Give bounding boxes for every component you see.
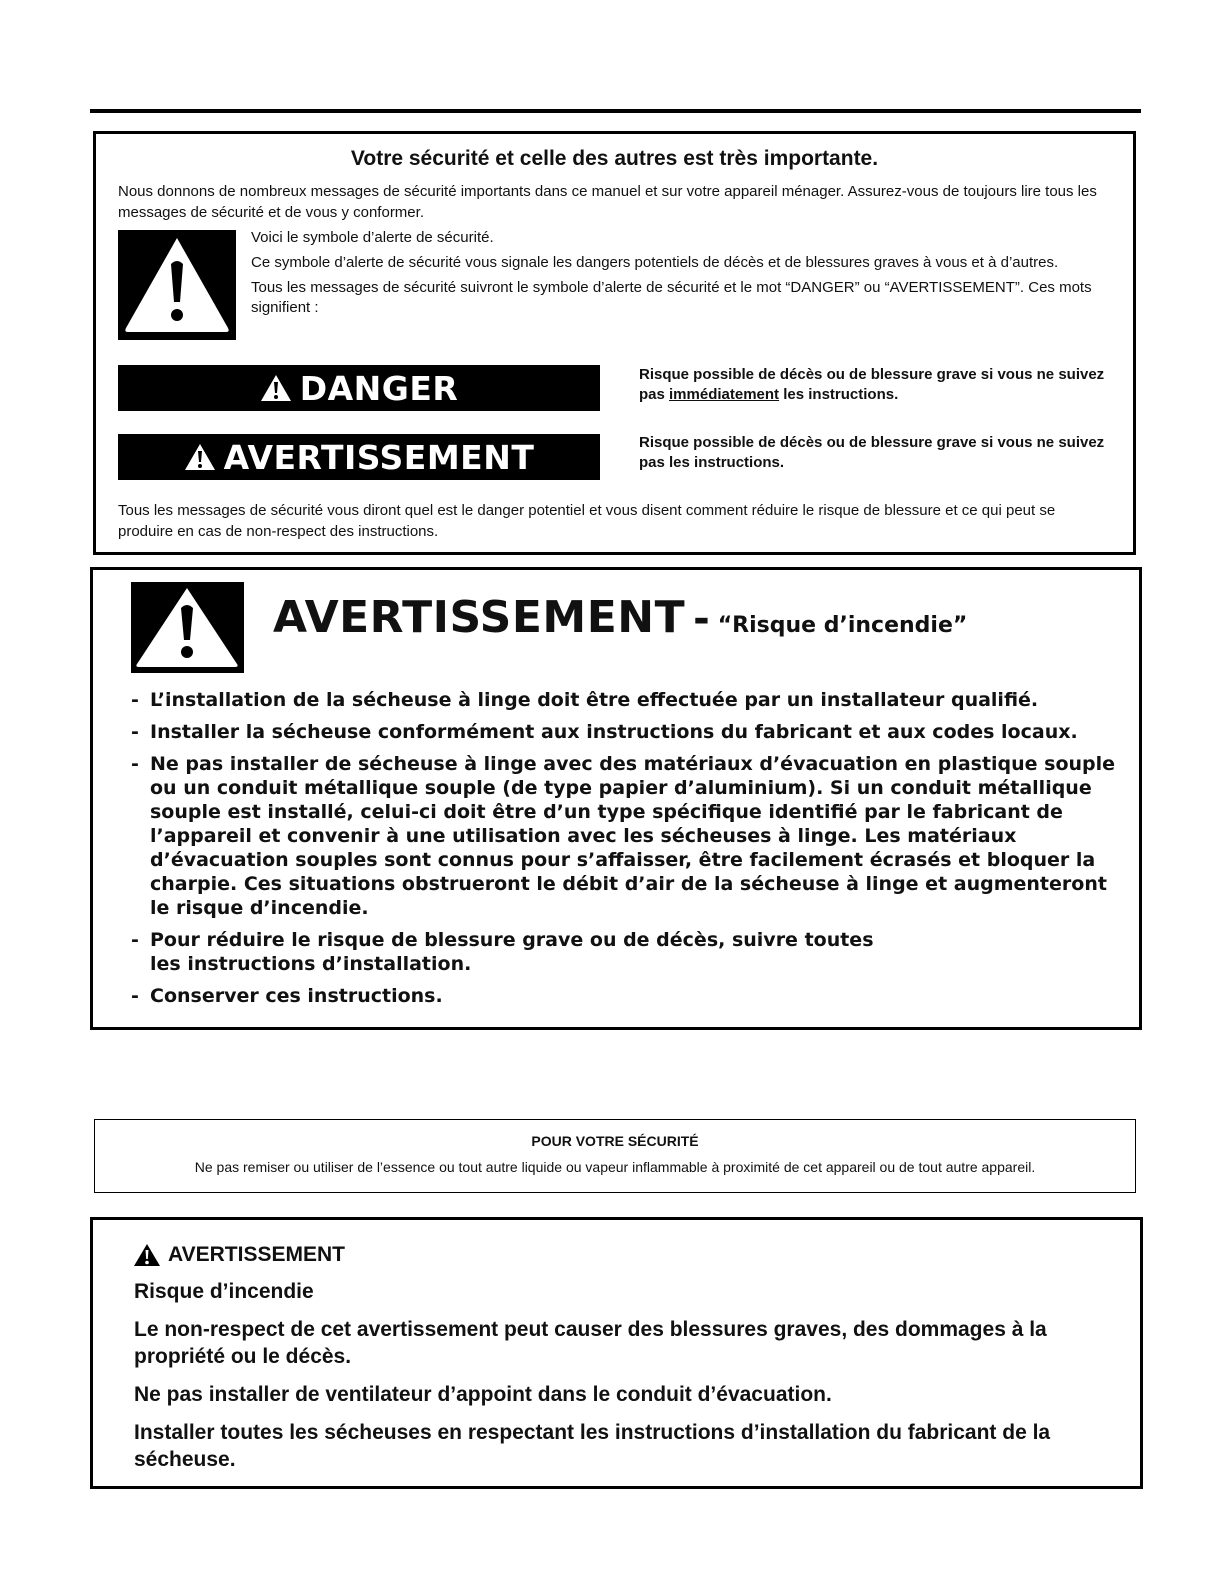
- safety-alert-symbol-icon: [131, 582, 244, 673]
- fire-warning-title: AVERTISSEMENT: [273, 592, 686, 643]
- safety-intro-text: Nous donnons de nombreux messages de sécurité importants dans ce manuel et sur votre appareil ménager. Assurez-vous de toujours lire tous les messages de sécurité et de vous y conformer.: [118, 183, 1097, 221]
- symbol-line: Voici le symbole d’alerte de sécurité.: [251, 229, 494, 246]
- fan-warning-box: [90, 1217, 1143, 1489]
- fan-warning-line: Installer toutes les sécheuses en respectant les instructions d’installation du fabricant de la sécheuse.: [134, 1421, 1051, 1471]
- for-your-safety-heading: POUR VOTRE SÉCURITÉ: [531, 1133, 699, 1149]
- fan-warning-line: Risque d’incendie: [134, 1280, 314, 1303]
- fan-warning-line: Ne pas installer de ventilateur d’appoint dans le conduit d’évacuation.: [134, 1383, 832, 1406]
- for-your-safety-box: [94, 1119, 1136, 1193]
- symbol-line: Ce symbole d’alerte de sécurité vous signale les dangers potentiels de décès et de blessures graves à vous et à d’autres.: [251, 254, 1059, 271]
- list-item: - Installer la sécheuse conformément aux instructions du fabricant et aux codes locaux.: [131, 720, 1121, 744]
- fan-warning-heading: AVERTISSEMENT: [133, 1243, 345, 1267]
- fire-warning-box: [90, 567, 1142, 1030]
- danger-description: Risque possible de décès ou de blessure grave si vous ne suivez pas immédiatement les instructions.: [639, 366, 1105, 403]
- safety-intro-title: Votre sécurité et celle des autres est très importante.: [350, 147, 879, 170]
- warning-triangle-icon: [133, 1243, 161, 1267]
- list-item: - Conserver ces instructions.: [131, 984, 1121, 1008]
- fan-warning-line: Le non-respect de cet avertissement peut causer des blessures graves, des dommages à la propriété ou le décès.: [134, 1318, 1047, 1368]
- list-item: - L’installation de la sécheuse à linge doit être effectuée par un installateur qualifié.: [131, 688, 1121, 712]
- danger-label: DANGER: [299, 368, 459, 408]
- list-item: - Pour réduire le risque de blessure grave ou de décès, suivre toutes les instructions d’installation.: [131, 928, 1121, 976]
- safety-intro-box: [93, 131, 1136, 555]
- fire-warning-heading: AVERTISSEMENT - “Risque d’incendie”: [273, 592, 968, 643]
- warning-signal-bar: [118, 434, 600, 480]
- fire-warning-subtitle: “Risque d’incendie”: [717, 613, 968, 638]
- list-item: - Ne pas installer de sécheuse à linge avec des matériaux d’évacuation en plastique souple ou un conduit métallique souple (de type papier d’aluminium). Si un conduit métallique souple est installé, celui-ci doit être d’un type spécifique identifié par le fabricant de l’appareil et convenir à une utilisation avec les sécheuses à linge. Les matériaux d’évacuation souples sont connus pour s’affaisser, être facilement écrasés et bloquer la charpie. Ces situations obstrueront le débit d’air de la sécheuse à linge et augmenteront le risque d’incendie.: [131, 752, 1121, 920]
- fire-warning-list: [131, 688, 1121, 1016]
- danger-emphasis: immédiatement: [669, 386, 780, 403]
- danger-signal-bar: [118, 365, 600, 411]
- symbol-line: Tous les messages de sécurité suivront le symbole d’alerte de sécurité et le mot “DANGER” ou “AVERTISSEMENT”. Ces mots signifient :: [251, 279, 1092, 316]
- symbol-description: [251, 228, 1111, 323]
- top-rule: [90, 109, 1141, 113]
- warning-triangle-icon: [184, 443, 216, 471]
- warning-triangle-icon: [260, 374, 292, 402]
- fan-warning-body: [134, 1278, 1119, 1484]
- safety-closing-text: Tous les messages de sécurité vous diront quel est le danger potentiel et vous disent comment réduire le risque de blessure et ce qui peut se produire en cas de non-respect des instructions.: [118, 502, 1056, 540]
- for-your-safety-text: Ne pas remiser ou utiliser de l’essence ou tout autre liquide ou vapeur inflammable à proximité de cet appareil ou de tout autre appareil.: [194, 1159, 1036, 1175]
- safety-alert-symbol-icon: [118, 230, 236, 340]
- warning-description: Risque possible de décès ou de blessure grave si vous ne suivez pas les instructions.: [639, 434, 1105, 471]
- warning-label: AVERTISSEMENT: [223, 437, 535, 477]
